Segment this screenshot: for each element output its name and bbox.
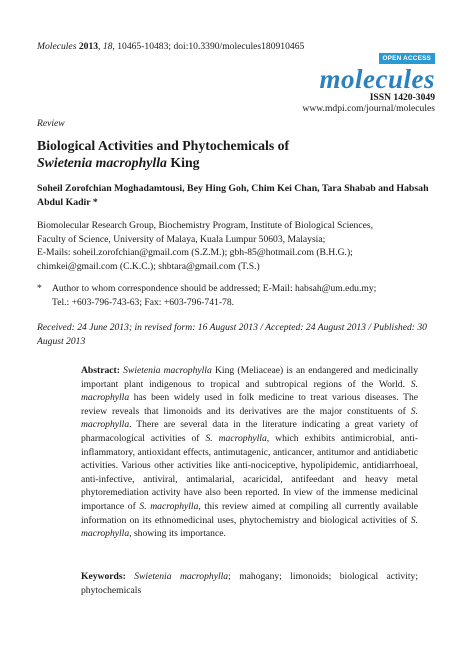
issn: ISSN 1420-3049 <box>369 92 435 103</box>
abstract-text: King (Meliaceae) is an endangered and medicinally important plant indigenous to tropical and subtropical regions of the World. <box>81 365 419 390</box>
species-name: Swietenia macrophylla <box>123 365 212 376</box>
abstract-text: , showing its importance. <box>129 528 226 540</box>
title-species: Swietenia macrophylla <box>37 155 167 170</box>
abstract-text: has been widely used in folk medicine to treat various diseases. The review reveals that limonoids and its derivatives are the major constituents of <box>81 392 418 417</box>
affiliation-line: chimkei@gmail.com (C.K.C.); shbtara@gmail.com (T.S.) <box>37 260 260 272</box>
affiliation <box>37 219 437 273</box>
citation-rest: , 10465-10483; doi:10.3390/molecules180910465 <box>112 41 305 52</box>
correspondence-line: Tel.: +603-796-743-63; Fax: +603-796-741-78. <box>52 296 235 308</box>
title-end: King <box>166 155 200 170</box>
affiliation-line: Biomolecular Research Group, Biochemistry Program, Institute of Biological Sciences, <box>37 220 373 231</box>
affiliation-line: E-Mails: soheil.zorofchian@gmail.com (S.Z.M.); gbh-85@hotmail.com (B.H.G.); <box>37 247 353 259</box>
article-type: Review <box>37 118 65 129</box>
article-title <box>37 137 437 171</box>
keywords <box>81 570 418 597</box>
keywords-label: Keywords: <box>81 571 126 582</box>
title-line-1: Biological Activities and Phytochemicals of <box>37 138 290 153</box>
abstract-text: . There are several data in the literature indicating a great variety of pharmacological activities of <box>81 419 418 444</box>
journal-url[interactable]: www.mdpi.com/journal/molecules <box>302 103 435 114</box>
abstract-text: , which exhibits antimicrobial, anti-inflammatory, antioxidant effects, antimutagenic, anticancer, antitumor and antidiabetic activities. Various other activities like anti-nociceptive, hypolipidemic, antidiarrhoeal, anti-infective, antiviral, antimalarial, acaricidal, antifeedant and heavy metal phytoremediation activity have also been reported. In view of the immense medicinal importance of <box>81 432 419 512</box>
citation-line: Molecules 2013, 18, 10465-10483; doi:10.3390/molecules180910465 <box>37 41 305 52</box>
journal-logo: molecules <box>319 64 435 94</box>
keywords-rest: ; mahogany; limonoids; biological activity; phytochemicals <box>81 571 418 596</box>
species-name: S. macrophylla <box>205 432 267 444</box>
citation-journal: Molecules <box>37 41 77 52</box>
corr-star: * <box>37 283 42 294</box>
citation-year: 2013 <box>78 41 99 52</box>
species-name: S. macrophylla <box>139 500 199 512</box>
affiliation-line: Faculty of Science, University of Malaya, Kuala Lumpur 50603, Malaysia; <box>37 233 326 245</box>
authors: Soheil Zorofchian Moghadamtousi, Bey Hing Goh, Chim Kei Chan, Tara Shabab and Habsah Abdul Kadir * <box>37 183 429 208</box>
abstract-text: , this review aimed at compiling all currently available information on its ethnomedicinal uses, phytochemistry and biological activities of <box>81 500 418 526</box>
species-name: S. macrophylla <box>81 378 418 404</box>
abstract-label: Abstract: <box>81 365 120 376</box>
correspondence <box>37 282 437 309</box>
publication-dates: Received: 24 June 2013; in revised form: 16 August 2013 / Accepted: 24 August 2013 / Published: 30 August 2013 <box>37 322 427 347</box>
keyword-species: Swietenia macrophylla <box>134 571 229 582</box>
citation-volume: 18 <box>102 41 113 52</box>
species-name: S. macrophylla <box>81 405 418 431</box>
correspondence-line: Author to whom correspondence should be addressed; E-Mail: habsah@um.edu.my; <box>52 283 377 294</box>
open-access-badge: OPEN ACCESS <box>379 53 435 64</box>
species-name: S. macrophylla <box>81 514 418 540</box>
abstract <box>81 364 418 541</box>
